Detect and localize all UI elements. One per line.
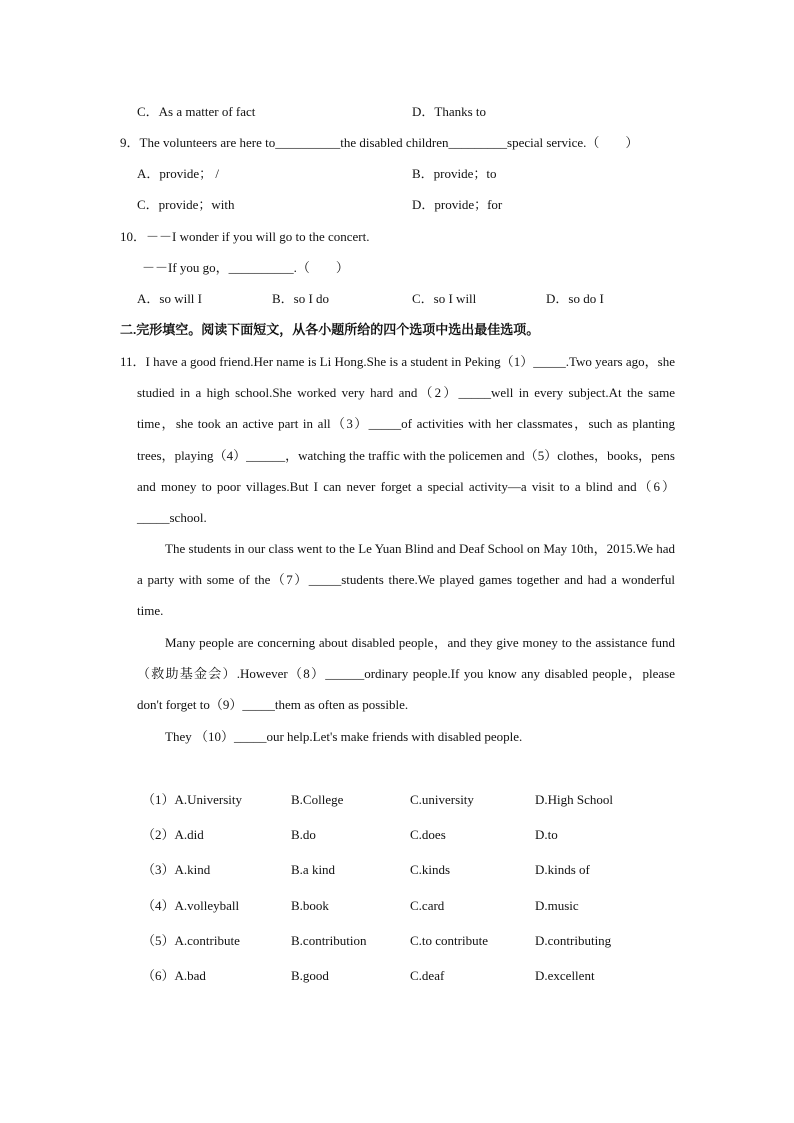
choice-option-a[interactable]: （1）A.University <box>142 792 243 807</box>
q10-option-a[interactable]: A．so will I <box>137 291 203 306</box>
q10-reply: －－If you go，__________.（ ） <box>142 260 349 275</box>
q8-option-d[interactable]: D．Thanks to <box>412 104 487 119</box>
choice-option-b[interactable]: B.good <box>291 967 329 983</box>
choice-option-a[interactable]: （3）A.kind <box>142 862 211 878</box>
choice-option-d[interactable]: D.High School <box>535 792 613 807</box>
choice-option-b[interactable]: B.College <box>291 792 344 807</box>
passage-paragraph-4: They （10）_____our help.Let's make friends with disabled people. <box>165 729 523 744</box>
choice-option-b[interactable]: B.a kind <box>291 862 336 878</box>
passage-paragraph-2: The students in our class went to the Le Yuan Blind and Deaf School on May 10th，2015.We had a party with some of the（7）_____students there.We played games together and had a wonderful time. <box>137 541 675 619</box>
q10-option-d[interactable]: D．so do I <box>546 291 604 306</box>
choice-row <box>142 790 702 825</box>
choice-option-b[interactable]: B.book <box>291 897 329 913</box>
choice-option-d[interactable]: D.excellent <box>535 967 595 983</box>
q9-stem: 9．The volunteers are here to__________the disabled children_________special service.（ ） <box>120 135 639 150</box>
choice-option-d[interactable]: D.music <box>535 897 579 913</box>
choice-option-b[interactable]: B.do <box>291 827 316 843</box>
choice-option-c[interactable]: C.does <box>410 827 446 843</box>
choice-option-a[interactable]: （2）A.did <box>142 827 204 843</box>
choice-option-b[interactable]: B.contribution <box>291 932 367 948</box>
cloze-choices <box>142 790 702 1001</box>
section-heading: 二.完形填空。阅读下面短文，从各小题所给的四个选项中选出最佳选项。 <box>120 322 540 337</box>
q10-stem: 10．－－I wonder if you will go to the concert. <box>120 229 370 244</box>
q9-option-c[interactable]: C．provide；with <box>137 197 235 212</box>
q9-option-a[interactable]: A．provide； / <box>137 166 219 181</box>
choice-row <box>142 825 702 860</box>
choice-option-a[interactable]: （4）A.volleyball <box>142 897 240 913</box>
choice-row <box>142 966 702 1001</box>
choice-option-d[interactable]: D.kinds of <box>535 862 590 878</box>
choice-row <box>142 931 702 966</box>
passage-paragraph-1: 11．I have a good friend.Her name is Li Hong.She is a student in Peking（1）_____.Two years ago，she studied in a high school.She worked very hard and（2）_____well in every subject.At the same time，she took an active part in all（3）_____of activities with her classmates，such as planting trees，playing（4）______，watching the traffic with the policemen and（5）clothes，books，pens and money to poor villages.But I can never forget a special activity—a visit to a blind and（6）_____school. <box>120 354 675 526</box>
q10-option-c[interactable]: C．so I will <box>412 291 477 306</box>
choice-row <box>142 860 702 895</box>
choice-option-c[interactable]: C.deaf <box>410 967 445 983</box>
passage-paragraph-3: Many people are concerning about disabled people，and they give money to the assistance fund（救助基金会）.However（8）______ordinary people.If you know any disabled people，please don't forget to（9）_____them as often as possible. <box>137 635 675 713</box>
choice-option-d[interactable]: D.contributing <box>535 932 612 948</box>
choice-option-d[interactable]: D.to <box>535 827 558 843</box>
choice-option-a[interactable]: （5）A.contribute <box>142 932 240 948</box>
choice-option-c[interactable]: C.card <box>410 897 445 913</box>
q9-option-b[interactable]: B．provide；to <box>412 166 497 181</box>
q8-option-c[interactable]: C．As a matter of fact <box>137 104 256 119</box>
q9-option-d[interactable]: D．provide；for <box>412 197 503 212</box>
choice-option-a[interactable]: （6）A.bad <box>142 967 206 983</box>
choice-row <box>142 896 702 931</box>
choice-option-c[interactable]: C.university <box>410 792 474 807</box>
q10-option-b[interactable]: B．so I do <box>272 291 330 306</box>
choice-option-c[interactable]: C.to contribute <box>410 932 488 948</box>
choice-option-c[interactable]: C.kinds <box>410 862 451 878</box>
